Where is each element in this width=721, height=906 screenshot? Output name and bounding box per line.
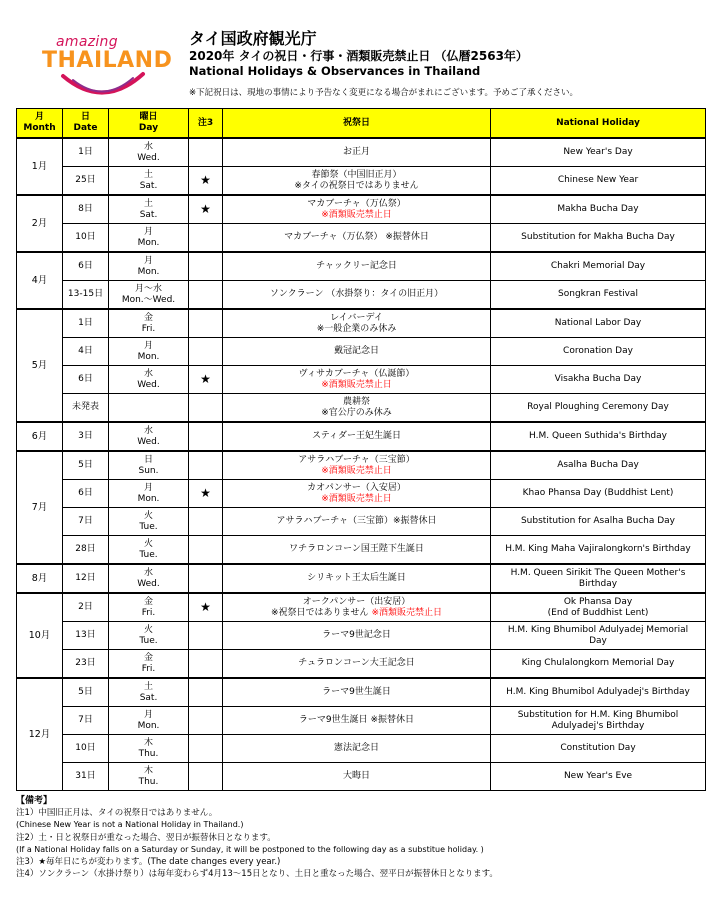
holiday-jp-cell	[223, 338, 491, 366]
note-mark-cell: ★	[189, 593, 223, 622]
remark-4: 注4）ソンクラーン（水掛け祭り）は毎年変わらず4月13～15日となり、土日と重なった場合、翌平日が振替休日となります。	[16, 869, 498, 880]
holiday-en-line1: H.M. Queen Sirikit The Queen Mother's	[510, 567, 686, 578]
date-cell: 未発表	[63, 394, 109, 423]
holiday-jp-cell	[223, 536, 491, 565]
holiday-jp-line1: ラーマ9世記念日	[322, 630, 391, 640]
note-mark-cell	[189, 138, 223, 167]
note-mark-cell	[189, 451, 223, 480]
holiday-jp-line2: ※酒類販売禁止日	[321, 465, 392, 476]
holiday-jp-line1: レイバーデイ	[330, 312, 383, 323]
header-holiday-en: National Holiday	[491, 109, 706, 139]
holiday-en-cell	[491, 252, 706, 281]
date-cell: 28日	[63, 536, 109, 565]
holiday-jp-line1: マカブーチャ（万仏祭）	[307, 198, 406, 209]
date-cell: 31日	[63, 763, 109, 791]
table-header-row	[17, 109, 706, 139]
holiday-jp-cell	[223, 138, 491, 167]
holiday-jp-line2: ※タイの祝祭日ではありません	[294, 180, 419, 191]
note-mark-cell	[189, 735, 223, 763]
note-mark-cell	[189, 763, 223, 791]
holiday-en-line1: Chakri Memorial Day	[550, 261, 646, 271]
holiday-en-cell	[491, 593, 706, 622]
remarks-section	[16, 795, 706, 880]
page-english-title: National Holidays & Observances in Thailand	[189, 64, 481, 78]
date-cell: 3日	[63, 422, 109, 451]
date-cell: 8日	[63, 195, 109, 224]
month-cell: 6月	[17, 422, 63, 451]
table-row	[17, 763, 706, 791]
date-cell: 5日	[63, 451, 109, 480]
date-cell: 6日	[63, 252, 109, 281]
holiday-en-cell	[491, 508, 706, 536]
holiday-en-line1: H.M. King Maha Vajiralongkorn's Birthday	[505, 544, 691, 554]
day-cell	[109, 394, 189, 423]
remark-2: 注2）土・日と祝祭日が重なった場合、翌日が振替休日となります。	[16, 832, 276, 843]
holiday-en-cell	[491, 735, 706, 763]
table-row	[17, 622, 706, 650]
holiday-en-line1: H.M. King Bhumibol Adulyadej Memorial	[507, 624, 689, 635]
note-mark-cell	[189, 650, 223, 679]
holiday-en-line1: Khao Phansa Day (Buddhist Lent)	[522, 488, 674, 498]
date-cell: 1日	[63, 309, 109, 338]
holiday-en-line1: National Labor Day	[554, 318, 642, 328]
date-cell: 23日	[63, 650, 109, 679]
date-cell: 7日	[63, 707, 109, 735]
holiday-jp-cell	[223, 735, 491, 763]
note-mark-cell	[189, 508, 223, 536]
holiday-en-cell	[491, 650, 706, 679]
table-row	[17, 167, 706, 196]
day-cell: 水 Wed.	[109, 564, 189, 593]
holiday-en-cell	[491, 707, 706, 735]
holiday-jp-cell	[223, 252, 491, 281]
holiday-jp-cell	[223, 564, 491, 593]
holiday-jp-line1: ラーマ9世生誕日	[322, 687, 391, 697]
holiday-en-line1: New Year's Eve	[563, 771, 633, 781]
holiday-en-cell	[491, 224, 706, 253]
holiday-en-line1: Chinese New Year	[557, 175, 639, 185]
table-row	[17, 707, 706, 735]
note-mark-cell	[189, 252, 223, 281]
day-cell: 木 Thu.	[109, 735, 189, 763]
date-cell: 7日	[63, 508, 109, 536]
table-row	[17, 650, 706, 679]
holiday-jp-line2: ※祝祭日ではありません	[271, 607, 369, 618]
page-title: タイ国政府観光庁	[189, 29, 317, 48]
holiday-en-cell	[491, 167, 706, 196]
holiday-en-line1: New Year's Day	[563, 147, 633, 157]
logo-swoosh-icon	[58, 70, 148, 102]
holiday-en-line2: Adulyadej's Birthday	[551, 720, 645, 731]
date-cell: 10日	[63, 224, 109, 253]
date-cell: 2日	[63, 593, 109, 622]
note-mark-cell	[189, 281, 223, 310]
holiday-jp-line1: アサラハブーチャ（三宝節）※振替休日	[276, 516, 437, 526]
header-note: 注3	[189, 109, 223, 139]
day-cell: 土 Sat.	[109, 167, 189, 196]
holiday-jp-line2: ※一般企業のみ休み	[316, 323, 397, 334]
holiday-en-line1: Royal Ploughing Ceremony Day	[527, 402, 669, 412]
holiday-jp-line1: アサラハブーチャ（三宝節）	[298, 454, 415, 465]
month-cell: 2月	[17, 195, 63, 252]
header-date: 日 Date	[63, 109, 109, 139]
holiday-jp-cell	[223, 678, 491, 707]
holiday-en-line1: Visakha Bucha Day	[554, 374, 642, 384]
note-mark-cell	[189, 564, 223, 593]
holiday-en-line2: (End of Buddhist Lent)	[547, 607, 649, 618]
table-row	[17, 252, 706, 281]
table-row	[17, 564, 706, 593]
holiday-jp-line1: スティダー王妃生誕日	[311, 431, 402, 441]
holiday-jp-cell	[223, 195, 491, 224]
page-disclaimer: ※下記祝日は、現地の事情により予告なく変更になる場合がまれにございます。予めご了承ください。	[189, 88, 578, 98]
holiday-en-line1: H.M. Queen Suthida's Birthday	[529, 431, 667, 441]
holiday-en-line2: Birthday	[578, 578, 618, 589]
holiday-en-cell	[491, 480, 706, 508]
holiday-jp-cell	[223, 593, 491, 622]
note-mark-cell	[189, 678, 223, 707]
day-cell: 木 Thu.	[109, 763, 189, 791]
holiday-en-cell	[491, 622, 706, 650]
month-cell: 10月	[17, 593, 63, 678]
date-cell: 6日	[63, 366, 109, 394]
date-cell: 25日	[63, 167, 109, 196]
table-row	[17, 309, 706, 338]
table-row	[17, 480, 706, 508]
table-row	[17, 338, 706, 366]
holiday-jp-alcohol-ban: ※酒類販売禁止日	[371, 607, 442, 618]
holiday-jp-cell	[223, 224, 491, 253]
holiday-jp-line1: 春節祭（中国旧正月）	[311, 169, 402, 180]
holiday-en-cell	[491, 451, 706, 480]
remark-2-en: (If a National Holiday falls on a Saturday or Sunday, it will be postponed to the following day as a substitue holiday. )	[16, 844, 484, 854]
holiday-jp-line2: ※酒類販売禁止日	[321, 493, 392, 504]
holiday-jp-line1: 農耕祭	[342, 396, 370, 407]
note-mark-cell	[189, 338, 223, 366]
holiday-en-cell	[491, 678, 706, 707]
day-cell: 土 Sat.	[109, 678, 189, 707]
holiday-en-line2: Day	[589, 635, 607, 646]
holiday-en-line1: Makha Bucha Day	[557, 204, 639, 214]
page-subtitle: 2020年 タイの祝日・行事・酒類販売禁止日 （仏暦2563年）	[189, 49, 528, 63]
date-cell: 5日	[63, 678, 109, 707]
table-row	[17, 394, 706, 423]
date-cell: 12日	[63, 564, 109, 593]
holiday-en-cell	[491, 763, 706, 791]
holiday-table	[16, 108, 706, 791]
holiday-en-cell	[491, 281, 706, 310]
table-row	[17, 366, 706, 394]
holiday-jp-cell	[223, 422, 491, 451]
remark-1: 注1）中国旧正月は、タイの祝祭日ではありません。	[16, 808, 218, 819]
holiday-en-cell	[491, 338, 706, 366]
note-mark-cell: ★	[189, 167, 223, 196]
holiday-en-cell	[491, 195, 706, 224]
holiday-jp-cell	[223, 622, 491, 650]
month-cell: 5月	[17, 309, 63, 422]
note-mark-cell: ★	[189, 366, 223, 394]
month-cell: 12月	[17, 678, 63, 791]
holiday-jp-cell	[223, 763, 491, 791]
day-cell: 土 Sat.	[109, 195, 189, 224]
holiday-jp-line2: ※酒類販売禁止日	[321, 209, 392, 220]
holiday-jp-cell	[223, 707, 491, 735]
holiday-jp-cell	[223, 480, 491, 508]
holiday-en-cell	[491, 422, 706, 451]
note-mark-cell: ★	[189, 480, 223, 508]
table-row	[17, 735, 706, 763]
table-row	[17, 281, 706, 310]
note-mark-cell	[189, 309, 223, 338]
day-cell: 水 Wed.	[109, 138, 189, 167]
header-day: 曜日 Day	[109, 109, 189, 139]
holiday-en-cell	[491, 394, 706, 423]
holiday-jp-cell	[223, 167, 491, 196]
holiday-jp-cell	[223, 309, 491, 338]
holiday-en-line1: Substitution for Asalha Bucha Day	[520, 516, 676, 526]
date-cell: 13日	[63, 622, 109, 650]
holiday-jp-line2: ※酒類販売禁止日	[321, 379, 392, 390]
holiday-en-line1: Coronation Day	[563, 346, 633, 356]
holiday-jp-cell	[223, 394, 491, 423]
holiday-jp-line1: オークパンサー（出安居）	[302, 596, 411, 607]
note-mark-cell	[189, 536, 223, 565]
holiday-jp-cell	[223, 650, 491, 679]
holiday-jp-line1: チャックリー記念日	[316, 261, 397, 271]
note-mark-cell	[189, 622, 223, 650]
note-mark-cell: ★	[189, 195, 223, 224]
table-row	[17, 536, 706, 565]
holiday-jp-cell	[223, 366, 491, 394]
holiday-en-cell	[491, 564, 706, 593]
table-row	[17, 593, 706, 622]
day-cell: 月 Mon.	[109, 707, 189, 735]
holiday-jp-line1: マカブーチャ（万仏祭） ※振替休日	[284, 232, 429, 242]
day-cell: 金 Fri.	[109, 650, 189, 679]
logo-thailand-text: THAILAND	[42, 48, 173, 73]
holiday-en-line1: H.M. King Bhumibol Adulyadej's Birthday	[506, 687, 690, 697]
note-mark-cell	[189, 224, 223, 253]
holiday-jp-line1: ラーマ9世生誕日 ※振替休日	[298, 715, 415, 725]
holiday-en-cell	[491, 138, 706, 167]
note-mark-cell	[189, 422, 223, 451]
month-cell: 1月	[17, 138, 63, 195]
holiday-jp-line1: ヴィサカブーチャ（仏誕節）	[298, 368, 415, 379]
holiday-en-line1: Ok Phansa Day	[563, 596, 633, 607]
holiday-jp-line1: ワチラロンコーン国王陛下生誕日	[289, 544, 424, 554]
note-mark-cell	[189, 394, 223, 423]
table-row	[17, 195, 706, 224]
holiday-en-line1: Substitution for Makha Bucha Day	[521, 232, 675, 242]
remark-1-en: (Chinese New Year is not a National Holiday in Thailand.)	[16, 820, 244, 830]
holiday-jp-line1: ソンクラーン （水掛祭り：タイの旧正月）	[269, 289, 444, 299]
holiday-jp-line1: チュラロンコーン大王記念日	[298, 658, 415, 668]
holiday-en-line1: Asalha Bucha Day	[557, 460, 639, 470]
logo-amazing-text: amazing	[56, 34, 118, 50]
date-cell: 10日	[63, 735, 109, 763]
holiday-en-line1: Constitution Day	[560, 743, 636, 753]
day-cell: 月 Mon.	[109, 224, 189, 253]
holiday-en-line1: Songkran Festival	[558, 289, 638, 299]
holiday-en-cell	[491, 536, 706, 565]
holiday-en-cell	[491, 366, 706, 394]
remark-3: 注3）★毎年日にちが変わります。(The date changes every year.)	[16, 857, 281, 868]
holiday-jp-line1: 憲法記念日	[333, 743, 379, 753]
table-row	[17, 422, 706, 451]
holiday-jp-cell	[223, 281, 491, 310]
holiday-jp-line1: 大晦日	[342, 771, 370, 781]
day-cell: 日 Sun.	[109, 451, 189, 480]
amazing-thailand-logo	[38, 30, 173, 110]
header-holiday-jp: 祝祭日	[223, 109, 491, 139]
holiday-jp-line1: 戴冠記念日	[333, 346, 379, 356]
date-cell: 1日	[63, 138, 109, 167]
table-row	[17, 678, 706, 707]
holiday-en-cell	[491, 309, 706, 338]
holiday-jp-cell	[223, 508, 491, 536]
table-row	[17, 508, 706, 536]
month-cell: 7月	[17, 451, 63, 564]
date-cell: 6日	[63, 480, 109, 508]
date-cell: 13-15日	[63, 281, 109, 310]
day-cell: 火 Tue.	[109, 536, 189, 565]
holiday-jp-line1: カオパンサー（入安居）	[307, 482, 406, 493]
day-cell: 金 Fri.	[109, 593, 189, 622]
date-cell: 4日	[63, 338, 109, 366]
remarks-heading: 【備考】	[16, 796, 53, 806]
day-cell: 月～水 Mon.～Wed.	[109, 281, 189, 310]
month-cell: 8月	[17, 564, 63, 593]
day-cell: 金 Fri.	[109, 309, 189, 338]
day-cell: 月 Mon.	[109, 338, 189, 366]
header-month: 月 Month	[17, 109, 63, 139]
holiday-jp-line1: シリキット王太后生誕日	[307, 573, 406, 583]
holiday-jp-cell	[223, 451, 491, 480]
holiday-jp-line2: ※官公庁のみ休み	[321, 407, 392, 418]
holiday-en-line1: Substitution for H.M. King Bhumibol	[517, 709, 679, 720]
day-cell: 水 Wed.	[109, 366, 189, 394]
note-mark-cell	[189, 707, 223, 735]
day-cell: 水 Wed.	[109, 422, 189, 451]
table-row	[17, 138, 706, 167]
day-cell: 月 Mon.	[109, 252, 189, 281]
month-cell: 4月	[17, 252, 63, 309]
day-cell: 火 Tue.	[109, 622, 189, 650]
table-row	[17, 224, 706, 253]
holiday-jp-line1: お正月	[342, 147, 370, 157]
day-cell: 火 Tue.	[109, 508, 189, 536]
day-cell: 月 Mon.	[109, 480, 189, 508]
table-row	[17, 451, 706, 480]
holiday-en-line1: King Chulalongkorn Memorial Day	[521, 658, 675, 668]
